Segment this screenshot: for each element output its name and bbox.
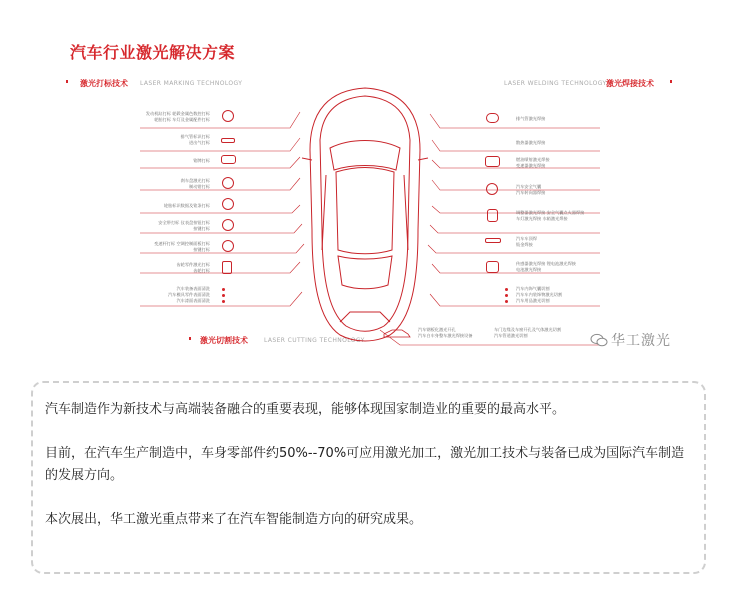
left-row-6-line-2: 按键打标: [193, 226, 210, 231]
wechat-logo-icon: [590, 333, 608, 347]
left-row-8-line-2: 齿轮打标: [193, 268, 210, 273]
right-row-3-line-1: 燃油喷射激光焊接: [516, 157, 550, 162]
tool-icon: [222, 261, 232, 274]
paragraph-2: 目前，在汽车生产制造中，车身零部件约50%--70%可应用激光加工，激光加工技术与装备已成为国际汽车制造的发展方向。: [45, 446, 685, 483]
right-row-1: [516, 116, 545, 122]
left-row-7-line-1: 变速杆打标 空调控制面板打标: [154, 241, 210, 246]
left-row-8-line-1: 齿轮零件激光打标: [176, 262, 210, 267]
right-row-4-line-1: 汽车安全气囊: [516, 184, 542, 189]
left-bullet-1: 汽车装备表面清洗: [176, 286, 210, 291]
battery-icon: [486, 261, 499, 273]
right-row-2-line-1: 散热器激光焊接: [516, 140, 546, 145]
exhaust-icon: [221, 138, 235, 143]
steering-icon: [222, 219, 234, 231]
airbag-icon: [486, 183, 498, 195]
right-row-1-line-1: 排气管激光焊接: [516, 116, 546, 121]
left-bullet-list: [146, 286, 210, 304]
welding-heading: 激光焊接技术: [606, 79, 654, 88]
left-row-5-line-1: 轮胎标识数据及铭条打标: [163, 203, 210, 208]
right-row-6: [516, 236, 537, 248]
right-row-7-line-2: 电池激光焊接: [516, 267, 542, 272]
page-title: 汽车行业激光解决方案: [70, 43, 236, 62]
left-row-1: [126, 111, 210, 123]
right-bullet-2: 汽车车内装饰物激光切割: [516, 292, 563, 297]
left-row-3-line-1: 铭牌打标: [193, 158, 210, 163]
left-row-4-line-2: 制动钳打标: [189, 184, 210, 189]
right-row-5: [516, 210, 584, 222]
left-row-4: [126, 178, 210, 190]
paragraph-1: 汽车制造作为新技术与高端装备融合的重要表现，能够体现国家制造业的重要的最高水平。: [45, 402, 566, 417]
right-row-6-line-1: 汽车车顶焊: [516, 236, 537, 241]
wheel-icon: [222, 198, 234, 210]
watermark-text: 华工激光: [611, 333, 671, 349]
right-row-3-line-2: 变速器激光焊接: [516, 163, 546, 168]
left-row-1-line-1: 发动机缸打标 轮毂金属色数控打标: [145, 111, 210, 116]
left-bullet-dot-2: [222, 294, 225, 297]
right-bullet-list: [516, 286, 562, 304]
cutting-row-2: [494, 327, 561, 339]
right-row-6-line-2: 钣金焊接: [516, 242, 533, 247]
cutting-row-1-line-2: 汽车白车身整车激光焊接设备: [418, 333, 473, 338]
nameplate-icon: [221, 155, 236, 164]
left-bullet-2: 汽车模具零件表面清洗: [168, 292, 210, 297]
left-bullet-3: 汽车漆面表面清洗: [176, 298, 210, 303]
left-row-2: [126, 134, 210, 146]
left-row-7: [120, 241, 210, 253]
right-bullet-dot-2: [505, 294, 508, 297]
left-bullet-dot-3: [222, 300, 225, 303]
gear-icon: [222, 240, 234, 252]
right-row-5-line-2: 车灯激光焊接 水箱激光焊接: [516, 216, 568, 221]
left-row-2-line-1: 排气管标识打标: [180, 134, 210, 139]
pipe-icon: [486, 113, 499, 123]
paragraph-3: 本次展出，华工激光重点带来了在汽车智能制造方向的研究成果。: [45, 512, 423, 527]
cutting-row-2-line-1: 车门边缘及车窗开孔及气体激光切割: [494, 327, 562, 332]
cutting-heading: 激光切割技术: [200, 336, 248, 345]
right-row-4-line-2: 汽车转向器焊接: [516, 190, 546, 195]
left-row-4-line-1: 刹车盘激光打标: [180, 178, 210, 183]
intro-text-box: [31, 381, 706, 574]
right-bullet-dot-3: [505, 300, 508, 303]
brake-icon: [222, 177, 234, 189]
right-row-7: [516, 261, 576, 273]
marking-heading: 激光打标技术: [80, 79, 128, 88]
right-row-7-line-1: 传感器激光焊接 锂电池激光焊接: [516, 261, 576, 266]
right-bullet-1: 汽车内饰气囊切割: [516, 286, 550, 291]
right-row-2: [516, 140, 545, 146]
left-row-1-line-2: 轮胎打标 车灯及金属配件打标: [154, 117, 210, 122]
left-row-6-line-1: 安全带打标 仪表盘按钮打标: [158, 220, 210, 225]
cutting-row-1-line-1: 汽车钢板化激光开孔: [418, 327, 456, 332]
left-row-2-line-2: 进出气打标: [189, 140, 210, 145]
left-row-6: [126, 220, 210, 232]
right-row-3: [516, 157, 550, 169]
seat-icon: [487, 209, 498, 222]
engine-icon: [485, 156, 500, 167]
right-bullet-dot-1: [505, 288, 508, 291]
car-icon: [485, 238, 501, 243]
light-icon: [222, 110, 234, 122]
welding-heading-en: LASER WELDING TECHNOLOGY: [504, 80, 607, 87]
cutting-row-1: [418, 327, 472, 339]
left-row-3: [126, 158, 210, 164]
left-row-8: [126, 262, 210, 274]
right-row-4: [516, 184, 545, 196]
left-row-7-line-2: 按键打标: [193, 247, 210, 252]
watermark: [590, 330, 671, 350]
car-outline: [302, 88, 428, 341]
cutting-heading-en: LASER CUTTING TECHNOLOGY: [264, 337, 365, 344]
cutting-row-2-line-2: 汽车管道激光切割: [494, 333, 528, 338]
left-row-5: [110, 203, 210, 209]
marking-heading-en: LASER MARKING TECHNOLOGY: [140, 80, 243, 87]
right-bullet-3: 汽车用品激光切割: [516, 298, 550, 303]
right-row-5-line-1: 调整器激光焊接 安全气囊点火器焊接: [516, 210, 585, 215]
left-bullet-dot-1: [222, 288, 225, 291]
